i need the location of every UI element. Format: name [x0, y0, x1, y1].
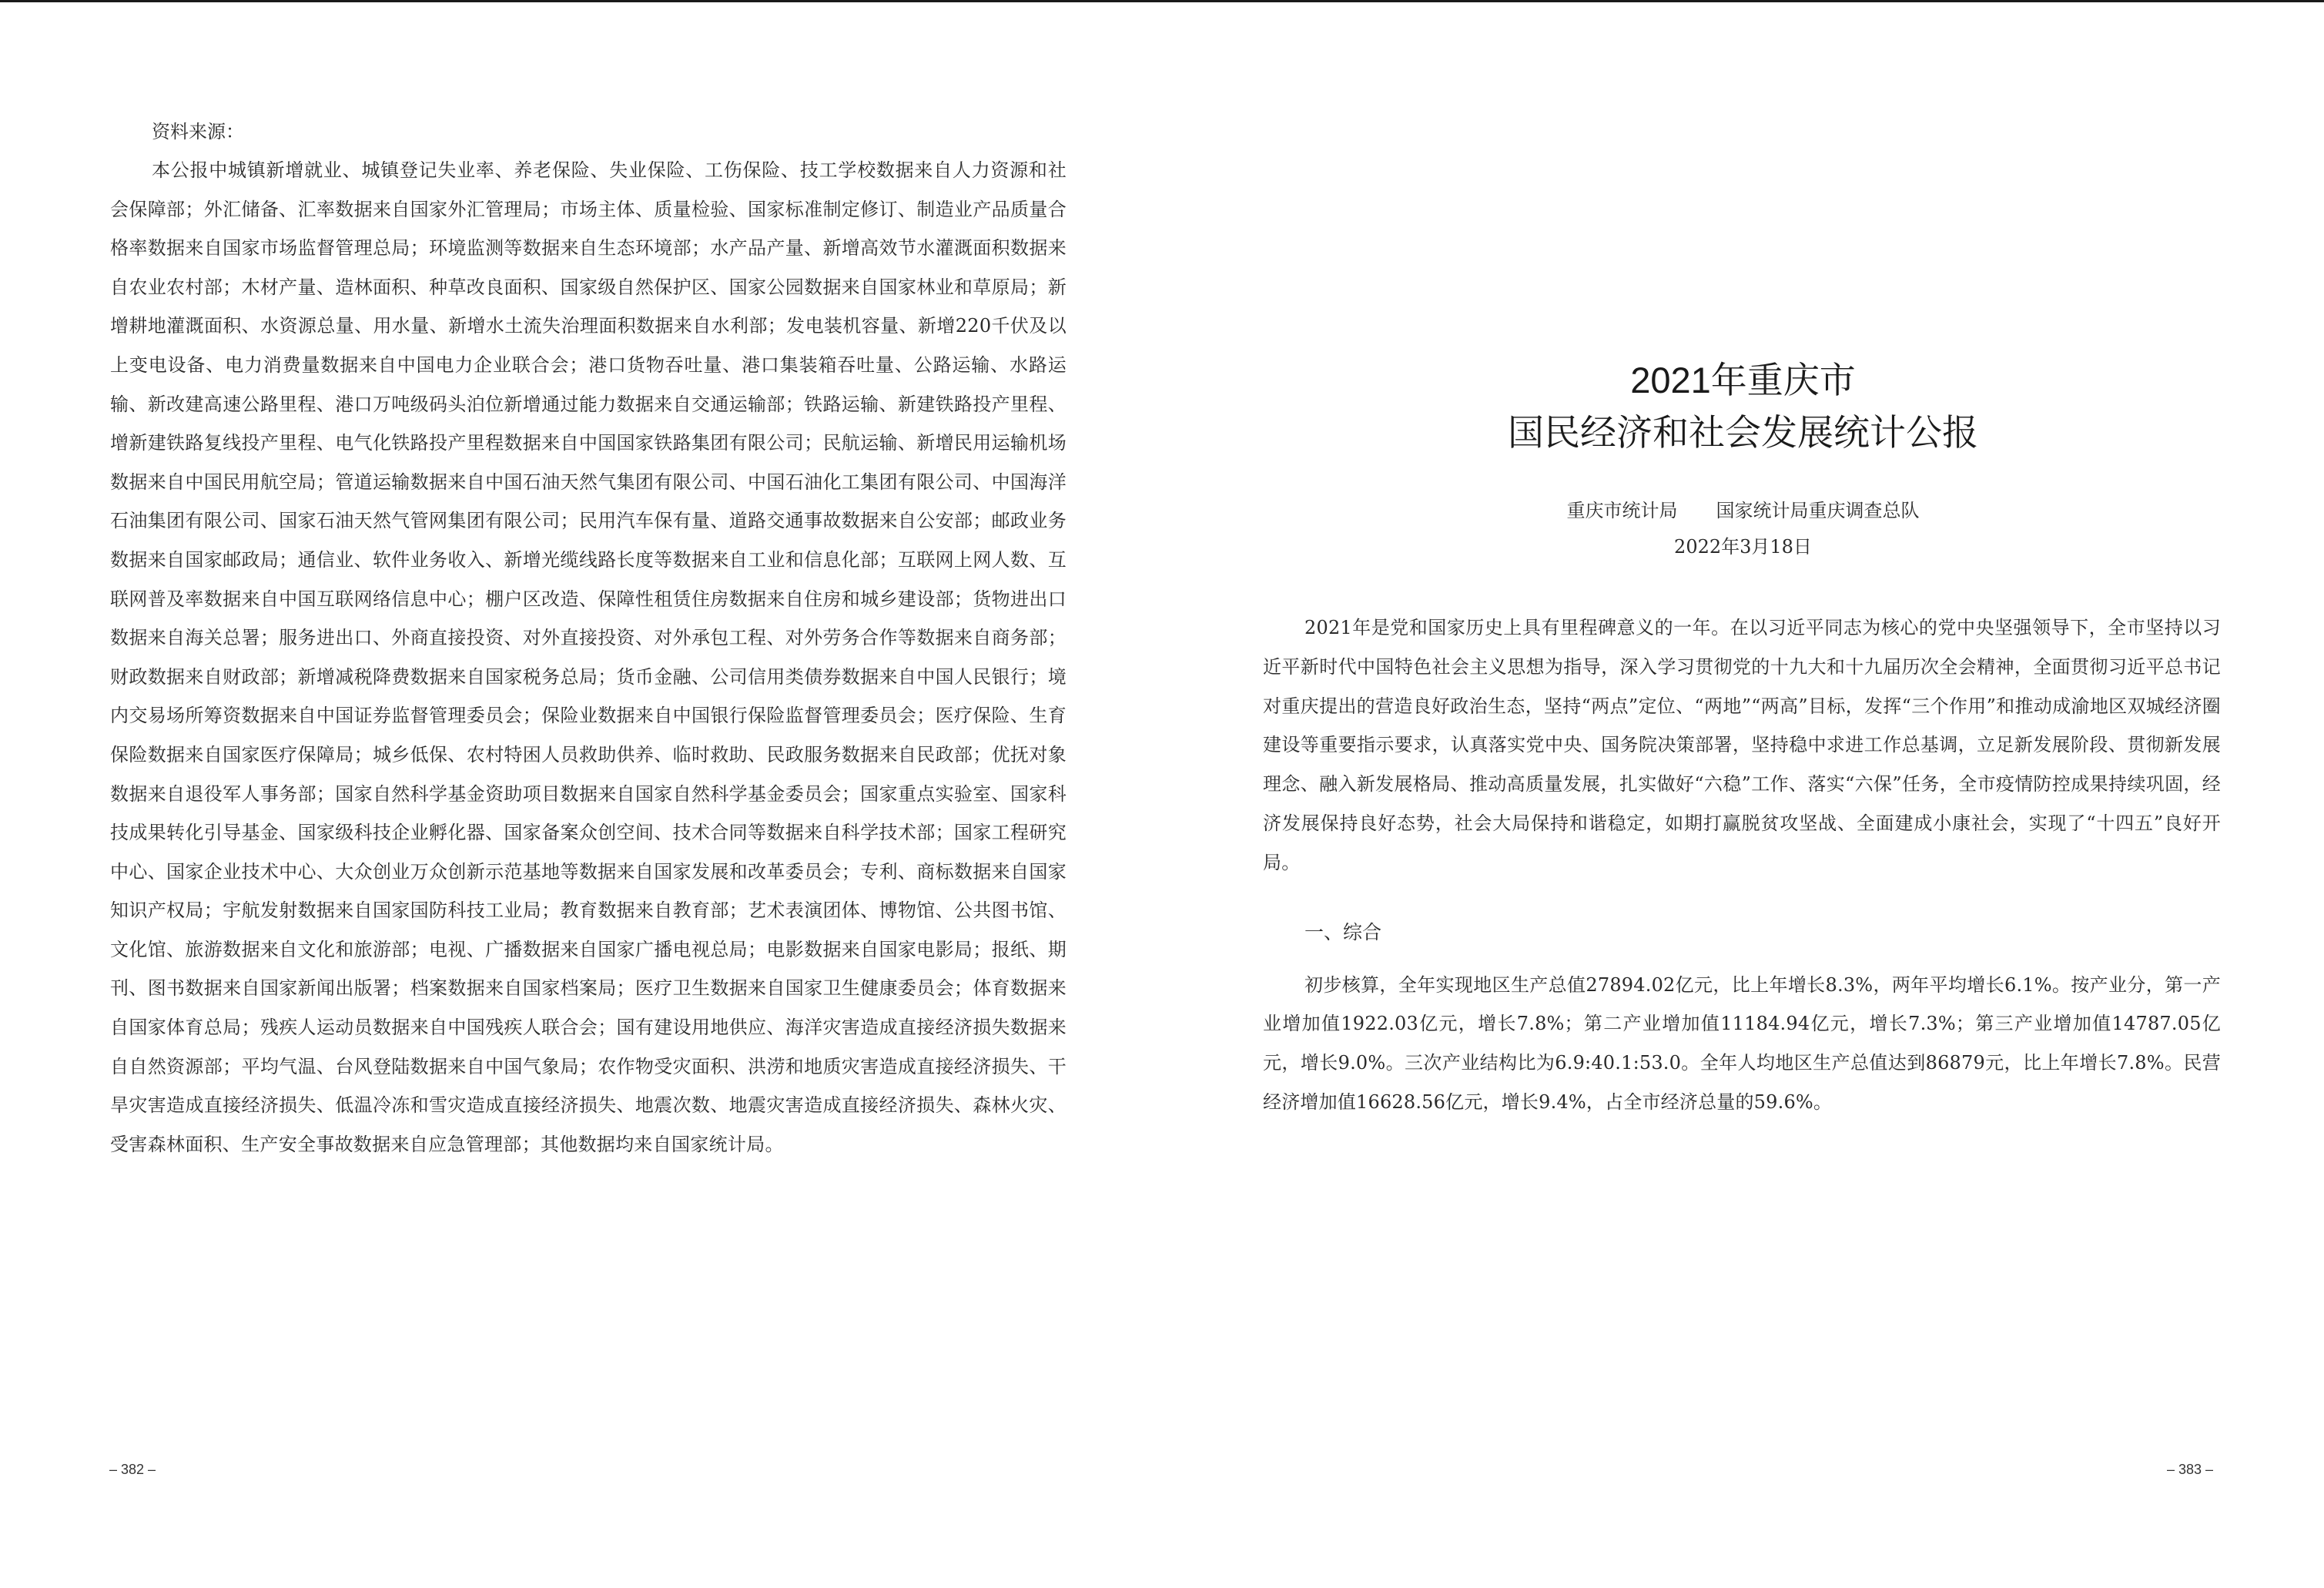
data-sources-section — [110, 112, 1067, 1164]
sources-heading: 资料来源： — [152, 121, 244, 142]
right-page — [1162, 0, 2324, 1588]
sources-paragraph: 本公报中城镇新增就业、城镇登记失业率、养老保险、失业保险、工伤保险、技工学校数据来自人力资源和社会保障部；外汇储备、汇率数据来自国家外汇管理局；市场主体、质量检验、国家标准制定修订、制造业产品质量合格率数据来自国家市场监督管理总局；环境监测等数据来自生态环境部；水产品产量、新增高效节水灌溉面积数据来自农业农村部；木材产量、造林面积、种草改良面积、国家级自然保护区、国家公园数据来自国家林业和草原局；新增耕地灌溉面积、水资源总量、用水量、新增水土流失治理面积数据来自水利部；发电装机容量、新增220千伏及以上变电设备、电力消费量数据来自中国电力企业联合会；港口货物吞吐量、港口集装箱吞吐量、公路运输、水路运输、新改建高速公路里程、港口万吨级码头泊位新增通过能力数据来自交通运输部；铁路运输、新建铁路投产里程、增新建铁路复线投产里程、电气化铁路投产里程数据来自中国国家铁路集团有限公司；民航运输、新增民用运输机场数据来自中国民用航空局；管道运输数据来自中国石油天然气集团有限公司、中国石油化工集团有限公司、中国海洋石油集团有限公司、国家石油天然气管网集团有限公司；民用汽车保有量、道路交通事故数据来自公安部；邮政业务数据来自国家邮政局；通信业、软件业务收入、新增光缆线路长度等数据来自工业和信息化部；互联网上网人数、互联网普及率数据来自中国互联网络信息中心；棚户区改造、保障性租赁住房数据来自住房和城乡建设部；货物进出口数据来自海关总署；服务进出口、外商直接投资、对外直接投资、对外承包工程、对外劳务合作等数据来自商务部；财政数据来自财政部；新增减税降费数据来自国家税务总局；货币金融、公司信用类债券数据来自中国人民银行；境内交易场所筹资数据来自中国证券监督管理委员会；保险业数据来自中国银行保险监督管理委员会；医疗保险、生育保险数据来自国家医疗保障局；城乡低保、农村特困人员救助供养、临时救助、民政服务数据来自民政部；优抚对象数据来自退役军人事务部；国家自然科学基金资助项目数据来自国家自然科学基金委员会；国家重点实验室、国家科技成果转化引导基金、国家级科技企业孵化器、国家备案众创空间、技术合同等数据来自科学技术部；国家工程研究中心、国家企业技术中心、大众创业万众创新示范基地等数据来自国家发展和改革委员会；专利、商标数据来自国家知识产权局；宇航发射数据来自国家国防科技工业局；教育数据来自教育部；艺术表演团体、博物馆、公共图书馆、文化馆、旅游数据来自文化和旅游部；电视、广播数据来自国家广播电视总局；电影数据来自国家电影局；报纸、期刊、图书数据来自国家新闻出版署；档案数据来自国家档案局；医疗卫生数据来自国家卫生健康委员会；体育数据来自国家体育总局；残疾人运动员数据来自中国残疾人联合会；国有建设用地供应、海洋灾害造成直接经济损失数据来自自然资源部；平均气温、台风登陆数据来自中国气象局；农作物受灾面积、洪涝和地质灾害造成直接经济损失、干旱灾害造成直接经济损失、低温冷冻和雪灾造成直接经济损失、地震次数、地震灾害造成直接经济损失、森林火灾、受害森林面积、生产安全事故数据来自应急管理部；其他数据均来自国家统计局。 — [110, 159, 1067, 1155]
overview-paragraph: 初步核算，全年实现地区生产总值27894.02亿元，比上年增长8.3%，两年平均增长6.1%。按产业分，第一产业增加值1922.03亿元，增长7.8%；第二产业增加值11184.94亿元，增长7.3%；第三产业增加值14787.05亿元，增长9.0%。三次产业结构比为6.9:40.1:53.0。全年人均地区生产总值达到86879元，比上年增长7.8%。民营经济增加值16628.56亿元，增长9.4%，占全市经济总量的59.6%。 — [1263, 973, 2221, 1113]
report-body — [1263, 608, 2221, 1122]
intro-paragraph: 2021年是党和国家历史上具有里程碑意义的一年。在以习近平同志为核心的党中央坚强领导下，全市坚持以习近平新时代中国特色社会主义思想为指导，深入学习贯彻党的十九大和十九届历次全会精神，全面贯彻习近平总书记对重庆提出的营造良好政治生态，坚持“两点”定位、“两地”“两高”目标，发挥“三个作用”和推动成渝地区双城经济圈建设等重要指示要求，认真落实党中央、国务院决策部署，坚持稳中求进工作总基调，立足新发展阶段、贯彻新发展理念、融入新发展格局、推动高质量发展，扎实做好“六稳”工作、落实“六保”任务，全市疫情防控成果持续巩固，经济发展保持良好态势，社会大局保持和谐稳定，如期打赢脱贫攻坚战、全面建成小康社会，实现了“十四五”良好开局。 — [1263, 617, 2221, 873]
report-authors — [1162, 497, 2324, 524]
report-title — [1162, 354, 2324, 459]
report-title-line-2: 国民经济和社会发展统计公报 — [1508, 412, 1978, 453]
section-heading-overview: 一、综合 — [1304, 920, 1382, 943]
page-number-right: – 383 – — [2167, 1462, 2214, 1477]
page-number-left: – 382 – — [109, 1462, 156, 1477]
author-survey-team: 国家统计局重庆调查总队 — [1716, 500, 1920, 521]
report-title-line-1: 2021年重庆市 — [1630, 360, 1856, 400]
report-date: 2022年3月18日 — [1674, 536, 1812, 558]
author-municipal-bureau: 重庆市统计局 — [1566, 500, 1678, 521]
